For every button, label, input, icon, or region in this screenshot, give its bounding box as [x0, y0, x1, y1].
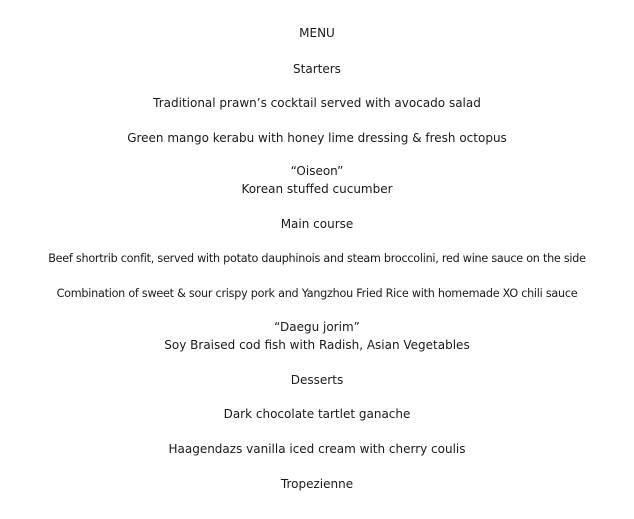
- menu-item: Haagendazs vanilla iced cream with cherry coulis: [168, 442, 466, 456]
- section-heading-starters: Starters: [293, 62, 341, 76]
- menu-item: Combination of sweet & sour crispy pork and Yangzhou Fried Rice with homemade XO chili sauce: [56, 287, 578, 300]
- menu-item-description: Korean stuffed cucumber: [241, 182, 393, 196]
- menu-item-description: Soy Braised cod fish with Radish, Asian Vegetables: [164, 338, 470, 352]
- menu-item-name: “Daegu jorim”: [274, 320, 360, 334]
- section-heading-desserts: Desserts: [290, 373, 344, 387]
- menu-item: Dark chocolate tartlet ganache: [223, 407, 411, 421]
- menu-item: Beef shortrib confit, served with potato dauphinois and steam broccolini, red wine sauce on the side: [48, 252, 586, 265]
- menu-item: Green mango kerabu with honey lime dressing & fresh octopus: [127, 131, 507, 145]
- section-heading-main-course: Main course: [280, 217, 354, 231]
- menu-item: Tropezienne: [280, 477, 354, 491]
- menu-title: MENU: [299, 26, 335, 40]
- menu-item: Traditional prawn’s cocktail served with avocado salad: [153, 96, 481, 110]
- menu-item-name: “Oiseon”: [290, 164, 344, 178]
